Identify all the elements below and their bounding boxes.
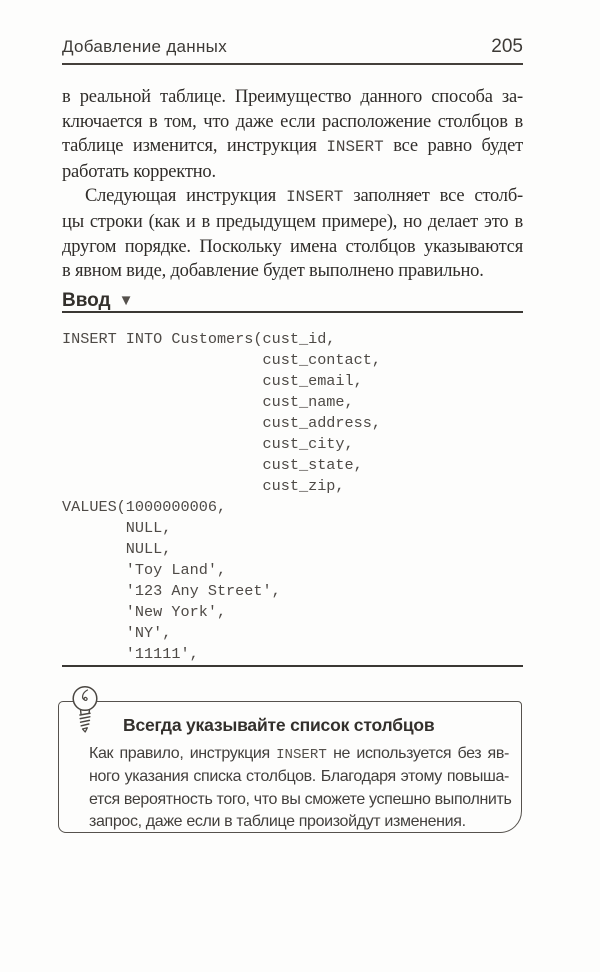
- listing-bottom-divider: [62, 665, 523, 667]
- page-number: 205: [491, 36, 523, 57]
- text-line: цы строки (как и в предыдущем примере), но делает это в: [62, 211, 523, 232]
- text-line: VALUES(1000000006,: [62, 497, 227, 516]
- text-line: '123 Any Street',: [62, 581, 281, 600]
- text-line: запрос, даже если в таблице произойдут изменения.: [89, 812, 466, 830]
- text-line: ключается в том, что даже если расположение столбцов в: [62, 111, 523, 132]
- text-line: работать корректно.: [62, 161, 216, 182]
- body-paragraphs: [62, 85, 523, 284]
- listing-heading-divider: [62, 311, 523, 313]
- text-line: 'Toy Land',: [62, 560, 227, 579]
- tip-box: [58, 701, 522, 833]
- chapter-title: Добавление данных: [62, 37, 228, 56]
- listing-heading-label: Ввод: [62, 289, 111, 311]
- text-line: в явном виде, добавление будет выполнено правильно.: [62, 261, 484, 282]
- text-line: ется вероятность того, что вы сможете успешно выполнить: [89, 790, 512, 808]
- listing-heading: [62, 291, 523, 311]
- sql-keyword: INSERT: [276, 746, 327, 763]
- running-header: [62, 0, 523, 58]
- text-line: '11111',: [62, 644, 199, 663]
- text-line: Как правило, инструкция INSERT не используется без яв-: [89, 744, 510, 763]
- tip-body: [89, 743, 512, 834]
- text-line: ного указания списка столбцов. Благодаря этому повыша-: [89, 768, 509, 786]
- header-divider: [62, 63, 523, 65]
- triangle-down-icon: ▼: [118, 292, 134, 310]
- text-line: таблице изменится, инструкция INSERT все равно будет: [62, 136, 523, 157]
- text-line: INSERT INTO Customers(cust_id,: [62, 329, 336, 348]
- text-line: cust_city,: [62, 434, 354, 453]
- text-line: cust_email,: [62, 371, 363, 390]
- text-line: 'NY',: [62, 623, 172, 642]
- sql-keyword: INSERT: [286, 188, 344, 207]
- text-line: 'New York',: [62, 602, 227, 621]
- text-line: cust_zip,: [62, 476, 345, 495]
- text-line: cust_contact,: [62, 350, 381, 369]
- tip-title: Всегда указывайте список столбцов: [123, 714, 435, 735]
- text-line: cust_state,: [62, 455, 363, 474]
- text-line: cust_name,: [62, 392, 354, 411]
- text-line: cust_address,: [62, 413, 381, 432]
- sql-keyword: INSERT: [326, 138, 384, 157]
- text-line: Следующая инструкция INSERT заполняет все столб-: [85, 186, 523, 207]
- sql-code-block: [62, 329, 523, 665]
- lightbulb-icon: [69, 685, 101, 739]
- text-line: NULL,: [62, 539, 172, 558]
- text-line: в реальной таблице. Преимущество данного способа за-: [62, 87, 523, 107]
- text-line: другом порядке. Поскольку имена столбцов указываются: [62, 236, 523, 257]
- text-line: NULL,: [62, 518, 172, 537]
